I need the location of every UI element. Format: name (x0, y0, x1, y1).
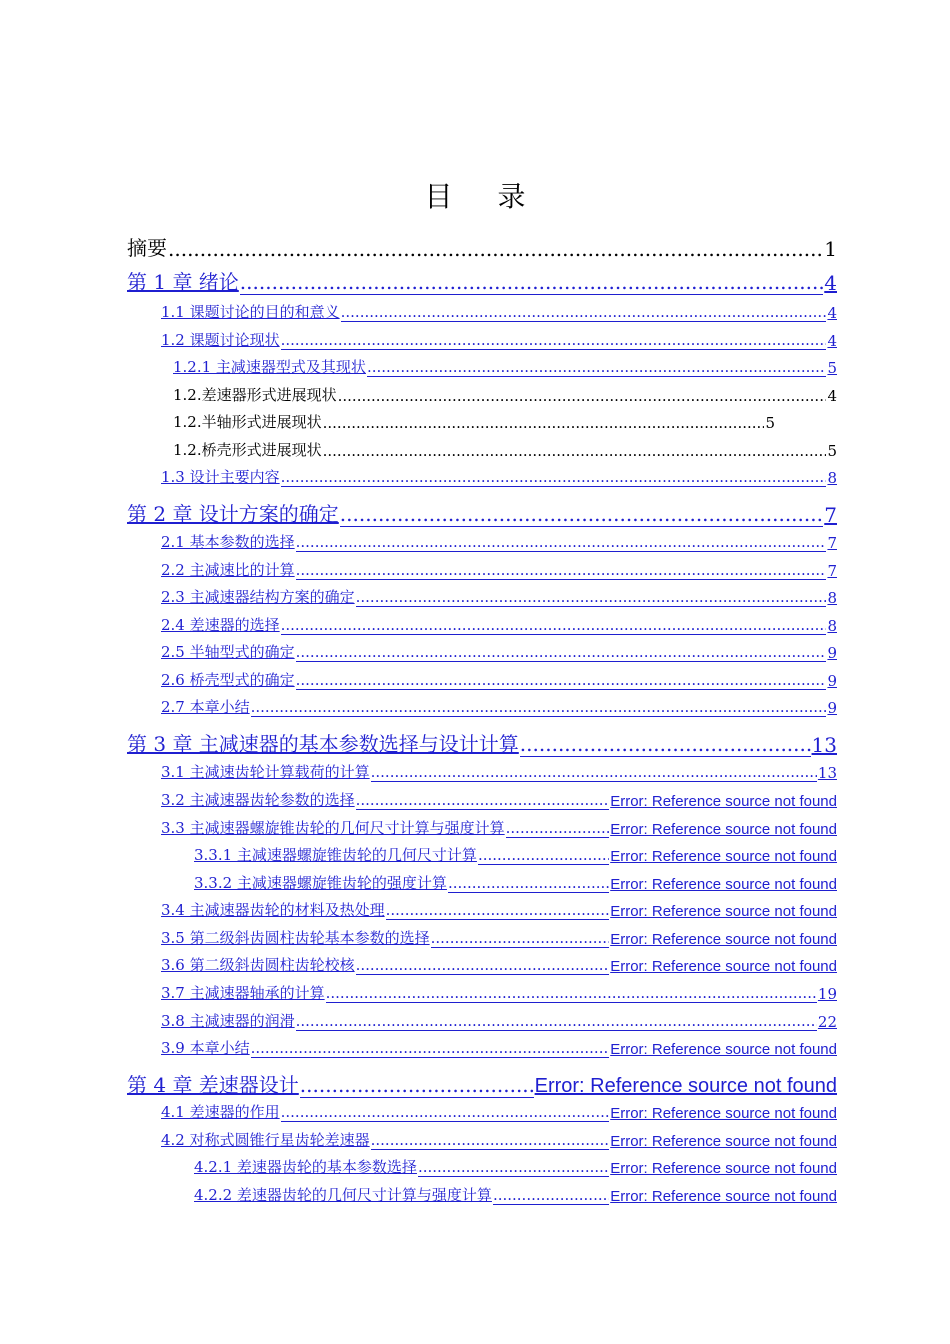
toc-entry[interactable] (161, 614, 837, 635)
toc-entry-page: Error: Reference source not found (610, 1160, 837, 1177)
toc-leader-dots (520, 736, 811, 757)
toc-entry-page: 13 (811, 733, 837, 757)
toc-entry (173, 411, 775, 432)
toc-entry-page: Error: Reference source not found (534, 1075, 837, 1097)
toc-entry[interactable] (161, 1101, 837, 1122)
toc-entry-title: 3.3 主减速器螺旋锥齿轮的几何尺寸计算与强度计算 (161, 819, 505, 837)
toc-entry-title: 3.2 主减速器齿轮参数的选择 (161, 791, 355, 809)
toc-entry-title: 2.1 基本参数的选择 (161, 533, 295, 551)
toc-entry-title: 2.4 差速器的选择 (161, 616, 280, 634)
toc-entry-title: 3.6 第二级斜齿圆柱齿轮校核 (161, 956, 355, 974)
toc-entry-page: 7 (827, 562, 837, 580)
toc-entry-title: 1.1 课题讨论的目的和意义 (161, 303, 340, 321)
toc-entry-title: 3.5 第二级斜齿圆柱齿轮基本参数的选择 (161, 929, 430, 947)
toc-entry-title: 2.5 半轴型式的确定 (161, 643, 295, 661)
toc-entry-page: Error: Reference source not found (610, 903, 837, 920)
toc-entry-title: 1.2.半轴形式进展现状 (173, 413, 322, 431)
toc-entry-page: Error: Reference source not found (610, 1105, 837, 1122)
toc-entry[interactable] (161, 586, 837, 607)
toc-entry-title: 第 1 章 绪论 (127, 270, 239, 294)
toc-leader-dots (448, 877, 609, 893)
toc-leader-dots (251, 701, 827, 717)
toc-entry-title: 2.3 主减速器结构方案的确定 (161, 588, 355, 606)
toc-entry-title: 4.2.2 差速器齿轮的几何尺寸计算与强度计算 (194, 1186, 492, 1204)
toc-entry[interactable] (161, 761, 837, 782)
toc-entry-page: 5 (827, 359, 837, 377)
toc-title: 目 录 (424, 180, 544, 213)
toc-entry-page: 8 (827, 589, 837, 607)
toc-entry-title: 3.3.2 主减速器螺旋锥齿轮的强度计算 (194, 874, 447, 892)
toc-leader-dots (367, 361, 827, 377)
toc-entry-title: 3.7 主减速器轴承的计算 (161, 984, 325, 1002)
toc-entry-page: 19 (817, 985, 837, 1003)
toc-entry[interactable] (161, 982, 837, 1003)
toc-entry[interactable] (161, 329, 837, 350)
toc-entry[interactable] (161, 1129, 837, 1150)
toc-entry (173, 439, 837, 460)
toc-entry-page: Error: Reference source not found (610, 793, 837, 810)
toc-leader-dots (168, 241, 823, 261)
toc-leader-dots (356, 959, 610, 975)
toc-entry-page: 9 (827, 644, 837, 662)
toc-leader-dots (431, 932, 610, 948)
toc-entry-title: 1.2 课题讨论现状 (161, 331, 280, 349)
toc-entry[interactable] (161, 669, 837, 690)
toc-entry[interactable] (127, 498, 837, 527)
toc-entry[interactable] (161, 641, 837, 662)
toc-entry-title: 3.4 主减速器齿轮的材料及热处理 (161, 901, 385, 919)
toc-entry-title: 1.2.1 主减速器型式及其现状 (173, 358, 366, 376)
toc-entry[interactable] (194, 872, 837, 893)
toc-entry[interactable] (194, 844, 837, 865)
toc-leader-dots (371, 1134, 610, 1150)
toc-entry[interactable] (161, 696, 837, 717)
toc-leader-dots (300, 1077, 534, 1098)
toc-entry-page: Error: Reference source not found (610, 876, 837, 893)
toc-leader-dots (341, 306, 827, 322)
toc-leader-dots (296, 536, 827, 552)
toc-leader-dots (323, 445, 827, 460)
toc-leader-dots (281, 334, 827, 350)
toc-entry[interactable] (161, 817, 837, 838)
toc-entry-title: 2.2 主减速比的计算 (161, 561, 295, 579)
toc-leader-dots (356, 794, 610, 810)
toc-leader-dots (326, 987, 817, 1003)
toc-entry-page: 1 (824, 237, 837, 261)
toc-entry-page: Error: Reference source not found (610, 931, 837, 948)
toc-entry-title: 2.6 桥壳型式的确定 (161, 671, 295, 689)
toc-entry-page: 4 (827, 387, 837, 405)
toc-entry[interactable] (173, 356, 837, 377)
toc-entry[interactable] (194, 1184, 837, 1205)
toc-entry (127, 232, 837, 261)
toc-entry[interactable] (161, 466, 837, 487)
toc-entry-page: 13 (817, 764, 837, 782)
toc-entry-title: 4.1 差速器的作用 (161, 1103, 280, 1121)
toc-entry[interactable] (127, 728, 837, 757)
toc-leader-dots (493, 1189, 609, 1205)
toc-entry-page: 5 (765, 414, 775, 432)
toc-entry[interactable] (161, 531, 837, 552)
toc-leader-dots (240, 274, 823, 295)
toc-entry-page: 9 (827, 699, 837, 717)
toc-leader-dots (251, 1042, 610, 1058)
toc-entry-page: 8 (827, 617, 837, 635)
toc-leader-dots (281, 1106, 610, 1122)
toc-entry-title: 4.2 对称式圆锥行星齿轮差速器 (161, 1131, 370, 1149)
toc-leader-dots (386, 904, 610, 920)
toc-entry[interactable] (161, 899, 837, 920)
toc-entry[interactable] (127, 1069, 837, 1098)
toc-entry-page: Error: Reference source not found (610, 821, 837, 838)
toc-entry-title: 第 2 章 设计方案的确定 (127, 502, 339, 526)
toc-entry-page: Error: Reference source not found (610, 1188, 837, 1205)
toc-entry-title: 4.2.1 差速器齿轮的基本参数选择 (194, 1158, 417, 1176)
toc-entry-page: 4 (827, 304, 837, 322)
toc-entry-page: 7 (824, 503, 837, 527)
toc-entry[interactable] (161, 927, 837, 948)
toc-entry-title: 摘要 (127, 236, 167, 260)
toc-entry-page: 7 (827, 534, 837, 552)
toc-leader-dots (296, 1015, 817, 1031)
toc-entry (173, 384, 837, 405)
toc-leader-dots (296, 674, 827, 690)
toc-entry[interactable] (161, 1037, 837, 1058)
toc-entry[interactable] (161, 559, 837, 580)
toc-entry[interactable] (127, 266, 837, 295)
toc-entry[interactable] (161, 301, 837, 322)
toc-leader-dots (418, 1161, 609, 1177)
toc-leader-dots (340, 506, 823, 527)
toc-entry-title: 1.2.桥壳形式进展现状 (173, 441, 322, 459)
toc-entry-title: 第 4 章 差速器设计 (127, 1073, 299, 1097)
toc-entry-page: 4 (824, 271, 837, 295)
toc-entry-page: 4 (827, 332, 837, 350)
toc-leader-dots (356, 591, 827, 607)
toc-leader-dots (296, 564, 827, 580)
toc-entry-title: 3.8 主减速器的润滑 (161, 1012, 295, 1030)
toc-entry[interactable] (161, 954, 837, 975)
toc-entry-title: 1.3 设计主要内容 (161, 468, 280, 486)
toc-entry-title: 1.2.差速器形式进展现状 (173, 386, 337, 404)
toc-entry-page: Error: Reference source not found (610, 848, 837, 865)
toc-entry-page: Error: Reference source not found (610, 958, 837, 975)
toc-leader-dots (338, 390, 827, 405)
toc-entry-title: 3.1 主减速齿轮计算载荷的计算 (161, 763, 370, 781)
toc-entry-page: 22 (817, 1013, 837, 1031)
toc-leader-dots (506, 822, 610, 838)
toc-entry-page: Error: Reference source not found (610, 1041, 837, 1058)
toc-entry-page: Error: Reference source not found (610, 1133, 837, 1150)
toc-entry-page: 5 (827, 442, 837, 460)
toc-entry-page: 9 (827, 672, 837, 690)
toc-entry-title: 3.9 本章小结 (161, 1039, 250, 1057)
toc-leader-dots (296, 646, 827, 662)
toc-leader-dots (478, 849, 609, 865)
toc-leader-dots (281, 619, 827, 635)
toc-leader-dots (371, 766, 817, 782)
toc-entry[interactable] (194, 1156, 837, 1177)
toc-entry[interactable] (161, 789, 837, 810)
toc-entry-title: 第 3 章 主减速器的基本参数选择与设计计算 (127, 732, 519, 756)
toc-entry-title: 3.3.1 主减速器螺旋锥齿轮的几何尺寸计算 (194, 846, 477, 864)
toc-entry-title: 2.7 本章小结 (161, 698, 250, 716)
toc-entry[interactable] (161, 1010, 837, 1031)
toc-leader-dots (323, 417, 765, 432)
toc-leader-dots (281, 471, 827, 487)
toc-entry-page: 8 (827, 469, 837, 487)
